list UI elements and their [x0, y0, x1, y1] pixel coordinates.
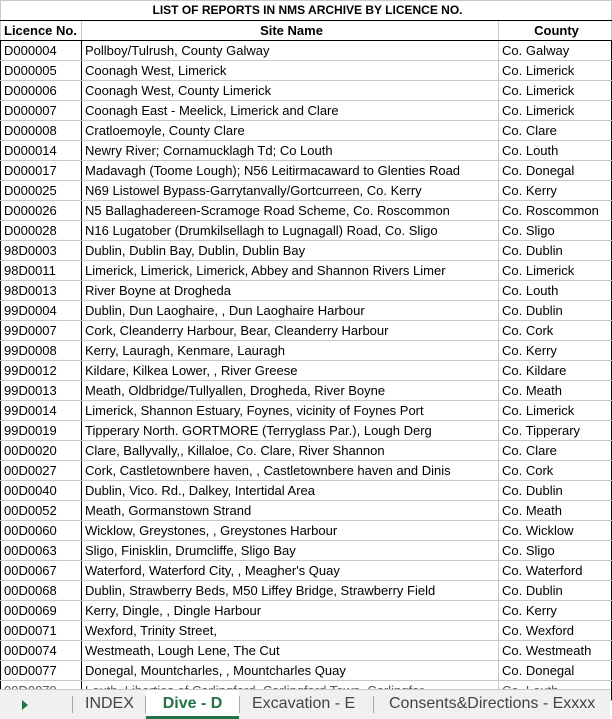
cell-licence-no[interactable]: D000026	[1, 201, 82, 221]
cell-licence-no[interactable]: D000005	[1, 61, 82, 81]
cell-county[interactable]: Co. Louth	[499, 141, 612, 161]
table-row	[1, 421, 612, 441]
table-row	[1, 541, 612, 561]
title-row	[1, 1, 612, 21]
cell-site-name[interactable]: N5 Ballaghadereen-Scramoge Road Scheme, Co. Roscommon	[82, 201, 499, 221]
cell-licence-no[interactable]: 00D0071	[1, 621, 82, 641]
cell-site-name[interactable]: N16 Lugatober (Drumkilsellagh to Lugnagall) Road, Co. Sligo	[82, 221, 499, 241]
cell-licence-no[interactable]: 98D0013	[1, 281, 82, 301]
cell-licence-no[interactable]: 99D0007	[1, 321, 82, 341]
table-row	[1, 261, 612, 281]
cell-county[interactable]: Co. Dublin	[499, 581, 612, 601]
table-row	[1, 641, 612, 661]
cell-licence-no[interactable]: D000017	[1, 161, 82, 181]
tab-consents-directions[interactable]: Consents&Directions - Exxxx	[389, 695, 596, 712]
cell-site-name[interactable]: Dublin, Vico. Rd., Dalkey, Intertidal Area	[82, 481, 499, 501]
table-row	[1, 601, 612, 621]
scroll-sheets-right-icon[interactable]	[22, 700, 28, 710]
cell-county[interactable]: Co. Limerick	[499, 401, 612, 421]
cell-county[interactable]: Co. Waterford	[499, 561, 612, 581]
tab-dive-d[interactable]: Dive - D	[146, 690, 239, 719]
table-row	[1, 561, 612, 581]
cell-licence-no[interactable]: D000007	[1, 101, 82, 121]
table-row	[1, 481, 612, 501]
cell-county[interactable]: Co. Limerick	[499, 81, 612, 101]
table-row	[1, 661, 612, 681]
cell-licence-no[interactable]: 00D0074	[1, 641, 82, 661]
cell-county[interactable]: Co. Donegal	[499, 661, 612, 681]
cell-site-name[interactable]: Newry River; Cornamucklagh Td; Co Louth	[82, 141, 499, 161]
cell-licence-no[interactable]: 99D0004	[1, 301, 82, 321]
cell-site-name[interactable]: Coonagh East - Meelick, Limerick and Clare	[82, 101, 499, 121]
cell-site-name[interactable]: Waterford, Waterford City, , Meagher's Quay	[82, 561, 499, 581]
header-row	[1, 21, 612, 41]
tab-excavation-e[interactable]: Excavation - E	[252, 695, 356, 712]
header-licence-no[interactable]: Licence No.	[1, 21, 82, 41]
cell-county[interactable]: Co. Limerick	[499, 261, 612, 281]
table-row	[1, 461, 612, 481]
cell-county[interactable]: Co. Westmeath	[499, 641, 612, 661]
table-row	[1, 241, 612, 261]
cell-site-name[interactable]: Madavagh (Toome Lough); N56 Leitirmacaward to Glenties Road	[82, 161, 499, 181]
cell-county[interactable]: Co. Kerry	[499, 601, 612, 621]
cell-licence-no[interactable]: 00D0060	[1, 521, 82, 541]
table-row	[1, 141, 612, 161]
header-county[interactable]: County	[499, 21, 612, 41]
cell-licence-no[interactable]: D000006	[1, 81, 82, 101]
cell-licence-no[interactable]: D000025	[1, 181, 82, 201]
cell-site-name[interactable]: Kildare, Kilkea Lower, , River Greese	[82, 361, 499, 381]
cell-county[interactable]: Co. Wexford	[499, 621, 612, 641]
cell-licence-no[interactable]: D000004	[1, 41, 82, 61]
table-row	[1, 61, 612, 81]
cell-site-name[interactable]: Dublin, Strawberry Beds, M50 Liffey Bridge, Strawberry Field	[82, 581, 499, 601]
cell-county[interactable]: Co. Sligo	[499, 541, 612, 561]
cell-licence-no[interactable]: 00D0052	[1, 501, 82, 521]
cell-county[interactable]: Co. Donegal	[499, 161, 612, 181]
cell-licence-no[interactable]: 00D0020	[1, 441, 82, 461]
cell-county[interactable]: Co. Kerry	[499, 181, 612, 201]
cell-county[interactable]: Co. Dublin	[499, 241, 612, 261]
cell-site-name[interactable]: Clare, Ballyvally,, Killaloe, Co. Clare, River Shannon	[82, 441, 499, 461]
cell-site-name[interactable]: Limerick, Limerick, Limerick, Abbey and Shannon Rivers Limer	[82, 261, 499, 281]
table-row	[1, 621, 612, 641]
cell-county[interactable]: Co. Clare	[499, 121, 612, 141]
cell-site-name[interactable]: Donegal, Mountcharles, , Mountcharles Quay	[82, 661, 499, 681]
cell-site-name[interactable]: Wicklow, Greystones, , Greystones Harbour	[82, 521, 499, 541]
cell-site-name[interactable]: Cratloemoyle, County Clare	[82, 121, 499, 141]
cell-licence-no[interactable]: 98D0003	[1, 241, 82, 261]
cell-licence-no[interactable]: 99D0019	[1, 421, 82, 441]
cell-county[interactable]: Co. Limerick	[499, 61, 612, 81]
cell-site-name[interactable]: Pollboy/Tulrush, County Galway	[82, 41, 499, 61]
cell-licence-no[interactable]: D000014	[1, 141, 82, 161]
cell-site-name[interactable]: Meath, Oldbridge/Tullyallen, Drogheda, River Boyne	[82, 381, 499, 401]
table-row	[1, 301, 612, 321]
table-row	[1, 381, 612, 401]
table-row	[1, 521, 612, 541]
cell-licence-no[interactable]: 00D0067	[1, 561, 82, 581]
table-row	[1, 221, 612, 241]
cell-site-name[interactable]: Dublin, Dublin Bay, Dublin, Dublin Bay	[82, 241, 499, 261]
cell-site-name[interactable]: Tipperary North. GORTMORE (Terryglass Par.), Lough Derg	[82, 421, 499, 441]
header-site-name[interactable]: Site Name	[82, 21, 499, 41]
cell-licence-no[interactable]: 00D0040	[1, 481, 82, 501]
cell-site-name[interactable]: Kerry, Dingle, , Dingle Harbour	[82, 601, 499, 621]
cell-site-name[interactable]: Coonagh West, County Limerick	[82, 81, 499, 101]
cell-site-name[interactable]: Kerry, Lauragh, Kenmare, Lauragh	[82, 341, 499, 361]
cell-licence-no[interactable]: D000028	[1, 221, 82, 241]
cell-licence-no[interactable]: D000008	[1, 121, 82, 141]
cell-county[interactable]: Co. Cork	[499, 321, 612, 341]
cell-county[interactable]: Co. Roscommon	[499, 201, 612, 221]
cell-county[interactable]: Co. Dublin	[499, 481, 612, 501]
cell-county[interactable]: Co. Tipperary	[499, 421, 612, 441]
table-row	[1, 181, 612, 201]
cell-licence-no[interactable]: 00D0068	[1, 581, 82, 601]
cell-licence-no[interactable]: 00D0069	[1, 601, 82, 621]
table-row	[1, 321, 612, 341]
table-row	[1, 41, 612, 61]
cell-licence-no[interactable]: 99D0012	[1, 361, 82, 381]
sheet-tab-bar	[0, 689, 610, 719]
tab-divider	[373, 696, 374, 713]
cell-site-name[interactable]: Cork, Castletownbere haven, , Castletownbere haven and Dinis	[82, 461, 499, 481]
cell-county[interactable]: Co. Louth	[499, 281, 612, 301]
table-row	[1, 121, 612, 141]
cell-county[interactable]: Co. Limerick	[499, 101, 612, 121]
cell-licence-no[interactable]: 99D0008	[1, 341, 82, 361]
cell-county[interactable]: Co. Kildare	[499, 361, 612, 381]
cell-site-name[interactable]: Westmeath, Lough Lene, The Cut	[82, 641, 499, 661]
cell-county[interactable]: Co. Clare	[499, 441, 612, 461]
cell-licence-no[interactable]: 00D0077	[1, 661, 82, 681]
table-row	[1, 401, 612, 421]
sheet-title[interactable]: LIST OF REPORTS IN NMS ARCHIVE BY LICENCE NO.	[1, 1, 612, 21]
cell-county[interactable]: Co. Sligo	[499, 221, 612, 241]
cell-site-name[interactable]: River Boyne at Drogheda	[82, 281, 499, 301]
cell-county[interactable]: Co. Wicklow	[499, 521, 612, 541]
cell-site-name[interactable]: Cork, Cleanderry Harbour, Bear, Cleanderry Harbour	[82, 321, 499, 341]
cell-site-name[interactable]: Limerick, Shannon Estuary, Foynes, vicinity of Foynes Port	[82, 401, 499, 421]
table-row	[1, 81, 612, 101]
cell-county[interactable]: Co. Meath	[499, 501, 612, 521]
table-row	[1, 281, 612, 301]
table-row	[1, 581, 612, 601]
table-row	[1, 501, 612, 521]
cell-licence-no[interactable]: 00D0027	[1, 461, 82, 481]
cell-licence-no[interactable]: 00D0063	[1, 541, 82, 561]
table-row	[1, 361, 612, 381]
tab-index[interactable]: INDEX	[85, 695, 134, 712]
table-row	[1, 161, 612, 181]
table-row	[1, 341, 612, 361]
cell-licence-no[interactable]: 99D0013	[1, 381, 82, 401]
table-row	[1, 201, 612, 221]
cell-county[interactable]: Co. Cork	[499, 461, 612, 481]
cell-site-name[interactable]: Coonagh West, Limerick	[82, 61, 499, 81]
cell-county[interactable]: Co. Meath	[499, 381, 612, 401]
cell-site-name[interactable]: Sligo, Finisklin, Drumcliffe, Sligo Bay	[82, 541, 499, 561]
cell-county[interactable]: Co. Kerry	[499, 341, 612, 361]
cell-county[interactable]: Co. Dublin	[499, 301, 612, 321]
cell-licence-no[interactable]: 99D0014	[1, 401, 82, 421]
cell-site-name[interactable]: N69 Listowel Bypass-Garrytanvally/Gortcurreen, Co. Kerry	[82, 181, 499, 201]
cell-site-name[interactable]: Meath, Gormanstown Strand	[82, 501, 499, 521]
table-row	[1, 101, 612, 121]
cell-site-name[interactable]: Dublin, Dun Laoghaire, , Dun Laoghaire Harbour	[82, 301, 499, 321]
table-row	[1, 441, 612, 461]
cell-site-name[interactable]: Wexford, Trinity Street,	[82, 621, 499, 641]
cell-licence-no[interactable]: 98D0011	[1, 261, 82, 281]
cell-county[interactable]: Co. Galway	[499, 41, 612, 61]
